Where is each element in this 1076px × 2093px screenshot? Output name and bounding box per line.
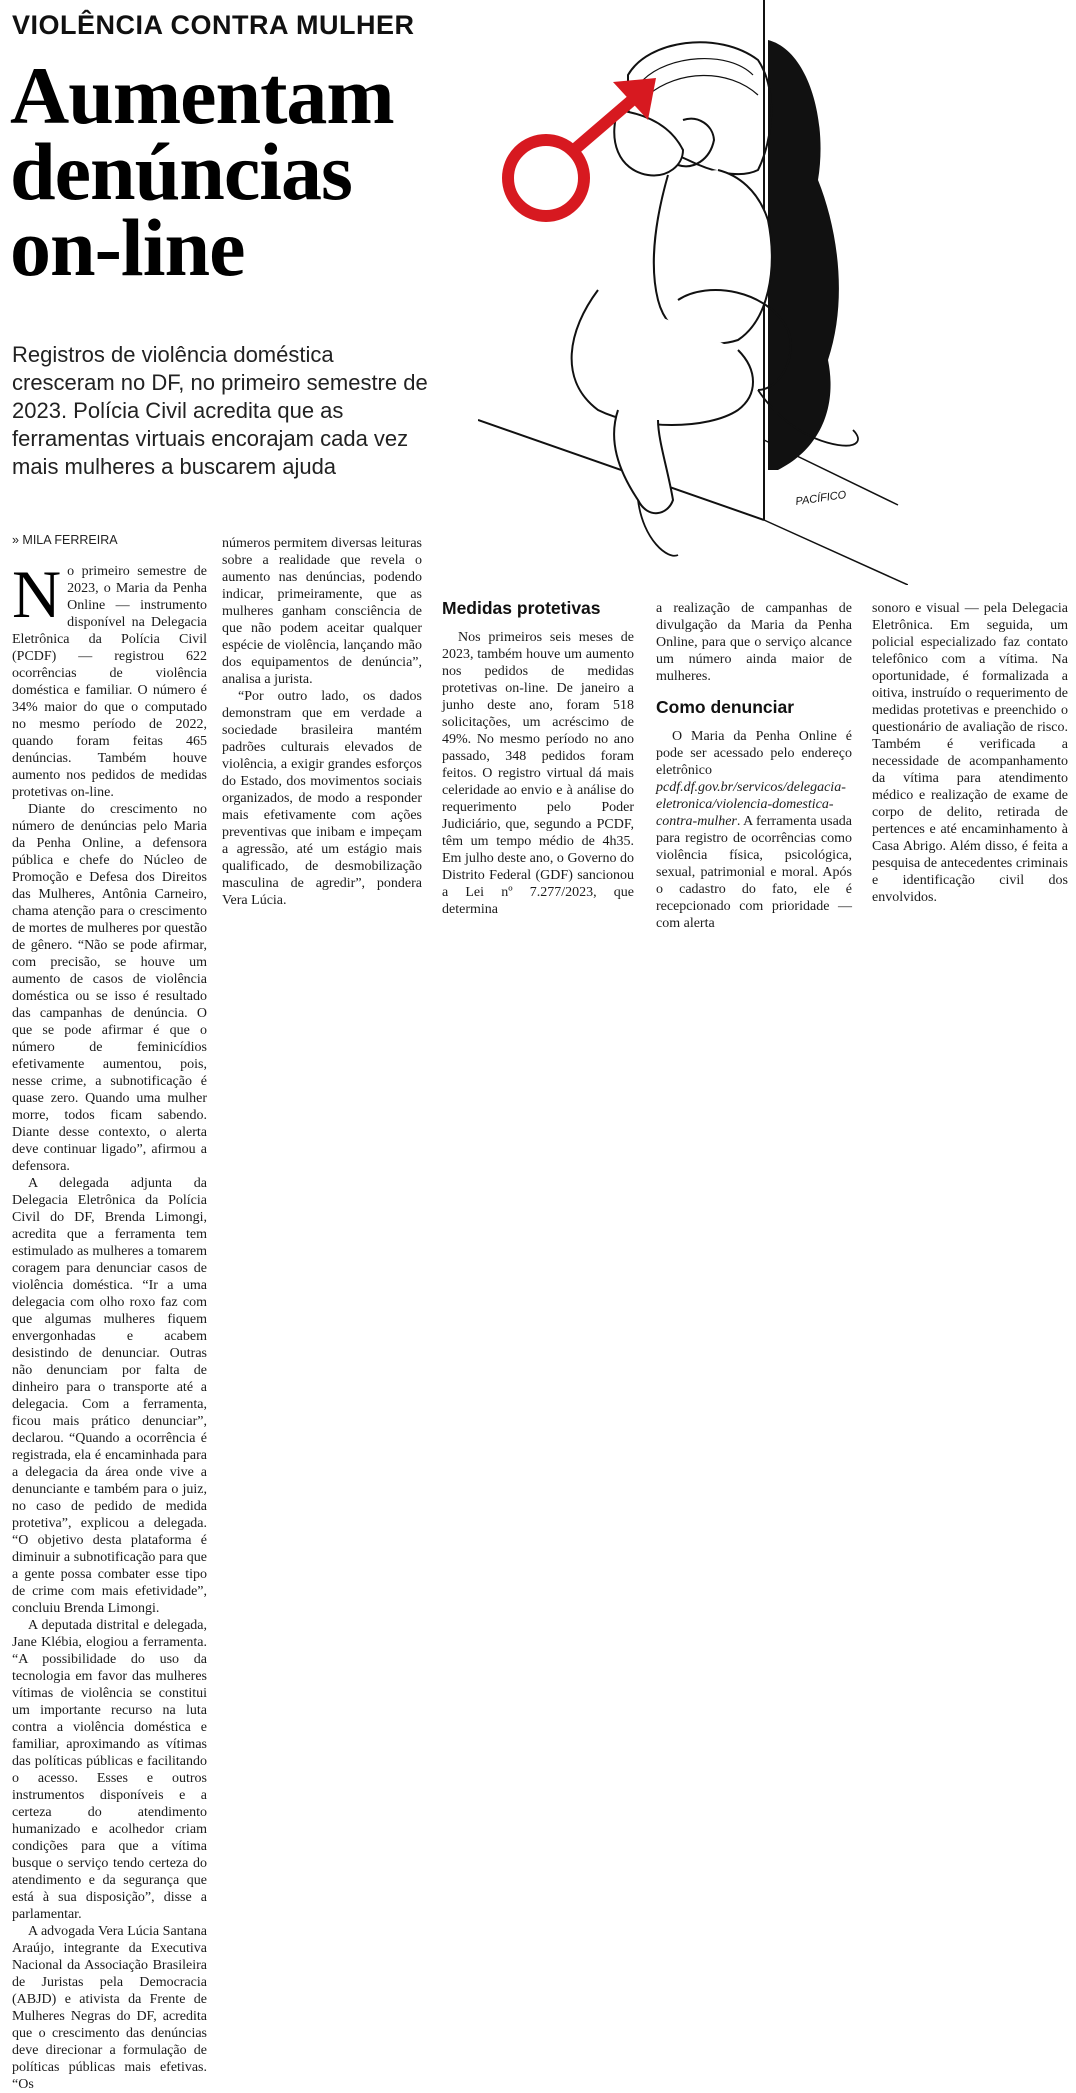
- article-paragraph: A advogada Vera Lúcia Santana Araújo, integrante da Executiva Nacional da Associação Brasileira de Juristas pela Democracia (ABJD) e ativista da Frente de Mulheres Negras do DF, acredita que o crescimento das denúncias deve direcionar a formulação de políticas públicas mais efetivas. “Os: [12, 1924, 207, 2092]
- headline-line-2: denúncias: [10, 126, 352, 217]
- article-column-2: [222, 535, 422, 909]
- article-column-1: [12, 556, 207, 2093]
- figure-shadow: [768, 40, 839, 470]
- headline: [10, 50, 440, 293]
- byline: » MILA FERREIRA: [12, 533, 118, 547]
- article-paragraph: “Por outro lado, os dados demonstram que em verdade a sociedade brasileira mantém padrões culturais elevados de violência, a exigir grandes esforços do Estado, dos movimentos sociais organizados, de modo a responder mais efetivamente com ações preventivas que inibam e impeçam a agressão, até um estágio mais qualificado, de desmobilização masculina de agredir”, pondera Vera Lúcia.: [222, 689, 422, 908]
- article-paragraph: Diante do crescimento no número de denúncias pelo Maria da Penha Online, a defensora pública e chefe do Núcleo de Promoção e Defesa dos Direitos das Mulheres, Antônia Carneiro, chama atenção para o crescimento de mortes de mulheres por questão de gênero. “Não se pode afirmar, com precisão, se houve um aumento de casos de violência doméstica ou se isso é resultado das campanhas de denúncia. O que se pode afirmar é que o número de feminicídios efetivamente aumentou, pois, nesse crime, a subnotificação é quase zero. Quando uma mulher morre, todos ficam sabendo. Diante desse contexto, o alerta deve continuar ligado”, afirmou a defensora.: [12, 802, 207, 1174]
- headline-line-3: on-line: [10, 202, 245, 293]
- subhead-como-denunciar: Como denunciar: [656, 697, 795, 717]
- article-paragraph: A deputada distrital e delegada, Jane Klébia, elogiou a ferramenta. “A possibilidade do uso da tecnologia em favor das mulheres vítimas de violência se constitui um importante recurso na luta contra a violência doméstica e familiar, aproximando as vítimas das políticas públicas e facilitando o acesso. Esses e outros instrumentos disponíveis e a certeza do atendimento humanizado e acolhedor criam condições para que a vítima busque o serviço tendo certeza do atendimento e da segurança que está à sua disposição”, disse a parlamentar.: [12, 1618, 207, 1922]
- article-paragraph: A delegada adjunta da Delegacia Eletrônica da Polícia Civil do DF, Brenda Limongi, acredita que a ferramenta tem estimulado as mulheres a tomarem coragem para denunciar casos de violência doméstica. “Ir a uma delegacia com olho roxo faz com que algumas mulheres fiquem envergonhadas e acabem desistindo de denunciar. Outras não denunciam por falta de dinheiro para o transporte até a delegacia. Com a ferramenta, ficou mais prático denunciar”, declarou. “Quando a ocorrência é registrada, ela é encaminhada para a delegacia da área onde vive a denunciante e também para o juiz, no caso de pedido de medida protetiva”, explicou a delegada. “O objetivo desta plataforma é diminuir a subnotificação para que a gente possa combater esse tipo de crime com mais efetividade”, concluiu Brenda Limongi.: [12, 1176, 207, 1616]
- article-paragraph: a realização de campanhas de divulgação da Maria da Penha Online, para que o serviço alcance um número ainda maior de mulheres.: [656, 601, 852, 684]
- article-column-3: [442, 600, 634, 918]
- subhead-medidas-protetivas: Medidas protetivas: [442, 598, 601, 618]
- artist-signature: PACÍFICO: [794, 488, 848, 508]
- deck-subtitle: Registros de violência doméstica cresceram no DF, no primeiro semestre de 2023. Polícia Civil acredita que as ferramentas virtuais encorajam cada vez mais mulheres a buscarem ajuda: [12, 342, 428, 479]
- article-paragraph: sonoro e visual — pela Delegacia Eletrônica. Em seguida, um policial especializado faz contato telefônico com a vítima. Na oportunidade, é formalizada a oitiva, instruído o requerimento de medidas protetivas e preenchido o questionário de avaliação de risco. Também é verificada a necessidade de acompanhamento da vítima para atendimento médico e realização de exame de corpo de delito, retirada de pertences e até encaminhamento à Casa Abrigo. Além disso, é feita a pesquisa de antecedentes criminais e identificação civil dos envolvidos.: [872, 601, 1068, 905]
- headline-line-1: Aumentam: [10, 50, 394, 141]
- article-paragraph: No primeiro semestre de 2023, o Maria da Penha Online — instrumento disponível na Delegacia Eletrônica da Polícia Civil (PCDF) — registrou 622 ocorrências de violência doméstica e familiar. O número é 34% maior do que o computado no mesmo período de 2022, quando foram feitas 465 denúncias. Também houve aumento nos pedidos de medidas protetivas on-line.: [12, 556, 207, 800]
- article-paragraph: números permitem diversas leituras sobre a realidade que revela o aumento nas denúncias, podendo indicar, primeiramente, que as mulheres ganham consciência de que não podem aceitar qualquer espécie de violência, lançando mão dos equipamentos de denúncia”, analisa a jurista.: [222, 536, 422, 687]
- section-kicker: VIOLÊNCIA CONTRA MULHER: [12, 10, 415, 40]
- web-address[interactable]: pcdf.df.gov.br/servicos/delegacia-eletronica/violencia-domestica-contra-mulher: [656, 780, 846, 829]
- floor-line-right: [764, 520, 908, 585]
- article-paragraph: Nos primeiros seis meses de 2023, também houve um aumento nos pedidos de medidas protetivas on-line. De janeiro a junho deste ano, foram 518 solicitações, um acréscimo de 49%. No mesmo período no ano passado, 348 pedidos foram feitos. O registro virtual dá mais celeridade ao envio e à análise do requerimento pelo Poder Judiciário, que, segundo a PCDF, têm um tempo médio de 4h35. Em julho deste ano, o Governo do Distrito Federal (GDF) sancionou a Lei nº 7.277/2023, que determina: [442, 630, 634, 917]
- illustration-woman-with-male-symbol: [478, 0, 908, 585]
- arm-left: [614, 110, 683, 175]
- drop-cap: N: [12, 556, 62, 632]
- male-symbol-circle: [508, 140, 584, 216]
- article-column-5: [872, 600, 1068, 906]
- article-paragraph: O Maria da Penha Online é pode ser acessado pelo endereço eletrônico pcdf.df.gov.br/servicos/delegacia-eletronica/violencia-domestica-contra-mulher. A ferramenta usada para registro de ocorrências como violência física, psicológica, sexual, patrimonial e moral. Após o cadastro do fato, ele é recepcionado com prioridade — com alerta: [656, 729, 852, 931]
- torso: [654, 170, 772, 344]
- article-column-4: [656, 600, 852, 932]
